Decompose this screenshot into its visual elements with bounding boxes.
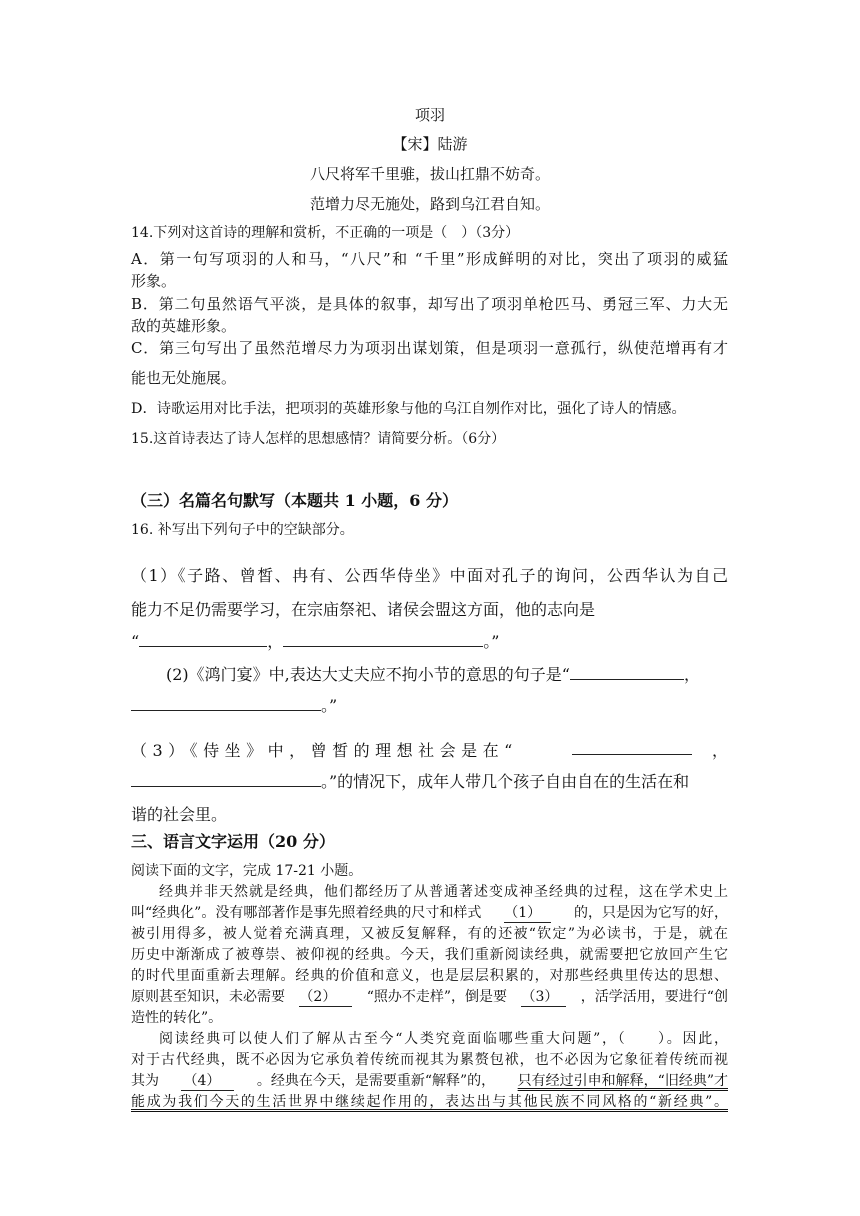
q16-part2-line1 xyxy=(166,662,700,685)
answer-blank[interactable] xyxy=(139,630,267,647)
para2-line4: 能成为我们今天的生活世界中继续起作用的，表达出与其他民族不同风格的“新经典”。 xyxy=(131,1094,728,1110)
q16-part3-continuation: 。”的情况下，成年人带几个孩子自由自在的生活在和 xyxy=(321,772,690,791)
para1-line1: 经典并非天然就是经典，他们都经历了从普通著述变成神圣经典的过程，这在学术史上 xyxy=(159,884,728,900)
text-run: “照办不走样”，倒是要 xyxy=(366,989,508,1005)
para2-line1: 阅读经典可以使人们了解从古至今“人类究竟面临哪些重大问题”，（ ）。因此， xyxy=(159,1031,728,1047)
para1-line5: 的时代里面重新去理解。经典的价值和意义，也是层层积累的，对那些经典里传达的思想、 xyxy=(131,968,728,984)
q16-part3-line2 xyxy=(131,769,689,792)
text-run: 原则甚至知识，未必需要 xyxy=(131,989,285,1005)
q14-option-b-line2: 敌的英雄形象。 xyxy=(131,317,237,335)
question-14-stem: 14.下列对这首诗的理解和赏析，不正确的一项是（ ）（3分） xyxy=(131,225,520,241)
close-quote: 。” xyxy=(483,632,500,651)
q16-part1-line1: （1）《子路、曾皙、冉有、公西华侍坐》中面对孔子的询问，公西华认为自己 xyxy=(131,566,728,585)
open-quote: “ xyxy=(131,632,140,651)
para1-line6 xyxy=(131,986,728,1007)
q16-part2-text: (2)《鸿门宴》中,表达大丈夫应不拘小节的意思的句子是“ xyxy=(166,665,570,684)
part-3-heading: 三、语言文字运用（20 分） xyxy=(131,832,335,851)
answer-blank[interactable] xyxy=(283,630,483,647)
blank-4: （4） xyxy=(181,1070,234,1091)
comma: ， xyxy=(267,632,284,651)
q16-part3-line3: 谐的社会里。 xyxy=(131,805,228,824)
section-3-heading: （三）名篇名句默写（本题共 1 小题，6 分） xyxy=(131,491,458,510)
comma: ， xyxy=(683,665,700,684)
blank-3: （3） xyxy=(521,986,566,1007)
answer-blank[interactable] xyxy=(570,663,684,680)
q16-part3-line1 xyxy=(131,738,728,761)
q14-option-a-line2: 形象。 xyxy=(131,272,177,290)
q16-part1-line2: 能力不足仍需要学习，在宗庙祭祀、诸侯会盟这方面，他的志向是 xyxy=(131,600,596,619)
poem-author: 【宋】陆游 xyxy=(392,135,468,153)
answer-blank[interactable] xyxy=(131,694,321,711)
text-run: ，活学活用，要进行“创 xyxy=(580,989,728,1005)
poem-line-2: 范增力尽无施处，路到乌江君自知。 xyxy=(309,195,550,213)
q16-part1-blanks xyxy=(131,629,499,652)
text-run: 其为 xyxy=(131,1073,159,1089)
para2-line2: 对于古代经典，既不必因为它承负着传统而视其为累赘包袱，也不必因为它象征着传统而视 xyxy=(131,1052,728,1068)
question-16-stem: 16. 补写出下列句子中的空缺部分。 xyxy=(131,522,354,538)
para2-line3 xyxy=(131,1070,728,1091)
para1-line2 xyxy=(131,902,728,923)
q16-part3-text: （3）《侍坐》中，曾皙的理想社会是在“ xyxy=(131,741,518,760)
blank-2: （2） xyxy=(299,986,352,1007)
part-3-instruction: 阅读下面的文字，完成 17-21 小题。 xyxy=(131,863,363,879)
text-run: 叫“经典化”。没有哪部著作是事先照着经典的尺寸和样式 xyxy=(131,905,482,921)
poem-title: 项羽 xyxy=(414,106,445,124)
para1-line3: 被引用得多，被人觉着充满真理，又被反复解释，有的还被“钦定”为必读书，于是，就在 xyxy=(131,926,728,942)
blank-1: （1） xyxy=(504,902,551,923)
q14-option-c-line1: C．第三句写出了虽然范增尽力为项羽出谋划策，但是项羽一意孤行，纵使范增再有才 xyxy=(131,339,728,357)
answer-blank[interactable] xyxy=(572,738,692,755)
question-15-stem: 15.这首诗表达了诗人怎样的思想感情？请简要分析。（6分） xyxy=(131,431,506,447)
q16-part2-line2 xyxy=(131,693,337,716)
q14-option-d: D．诗歌运用对比手法，把项羽的英雄形象与他的乌江自刎作对比，强化了诗人的情感。 xyxy=(131,401,686,417)
comma: ， xyxy=(711,741,728,760)
close-quote: 。” xyxy=(321,696,338,715)
para1-line4: 历史中渐渐成了被尊崇、被仰视的经典。今天，我们重新阅读经典，就需要把它放回产生它 xyxy=(131,947,728,963)
q14-option-a-line1: A．第一句写项羽的人和马，“八尺”和 “千里”形成鲜明的对比，突出了项羽的威猛 xyxy=(131,250,728,268)
underlined-text: 只有经过引申和解释，“旧经典”才 xyxy=(517,1073,728,1089)
q14-option-c-line2: 能也无处施展。 xyxy=(131,369,237,387)
q14-option-b-line1: B．第二句虽然语气平淡，是具体的叙事，却写出了项羽单枪匹马、勇冠三军、力大无 xyxy=(131,295,728,313)
para1-line7: 造性的转化”。 xyxy=(131,1010,223,1026)
answer-blank[interactable] xyxy=(131,770,321,787)
text-run: 的，只是因为它写的好， xyxy=(574,905,728,921)
text-run: 。经典在今天，是需要重新“解释”的， xyxy=(256,1073,496,1089)
poem-line-1: 八尺将军千里骓，拔山扛鼎不妨奇。 xyxy=(309,165,550,183)
